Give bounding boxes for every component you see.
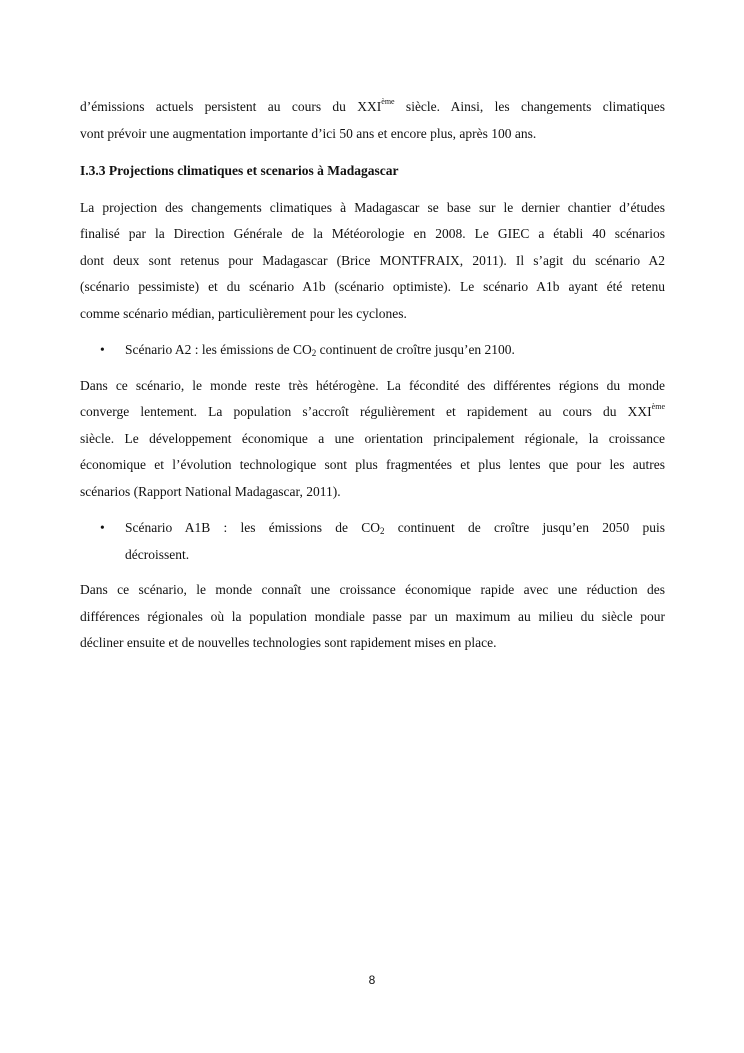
text-run: d’émissions actuels persistent au cours du XXI	[80, 99, 382, 114]
paragraph-line: finalisé par la Direction Générale de la Météorologie en 2008. Le GIEC a établi 40 scénarios	[80, 226, 665, 241]
bullet-line: décroissent.	[125, 546, 190, 562]
bullet-item-a2	[80, 337, 665, 364]
superscript: ème	[381, 97, 395, 106]
paragraph-line: (scénario pessimiste) et du scénario A1b (scénario optimiste). Le scénario A1b ayant été retenu	[80, 279, 665, 294]
paragraph-scenario-a2	[80, 373, 665, 506]
bullet-item-a1b	[80, 515, 665, 568]
text-run: siècle. Ainsi, les changements climatiques	[394, 99, 665, 114]
paragraph-line: différences régionales où la population mondiale passe par un maximum au milieu du siècle pour	[80, 608, 665, 624]
paragraph-line: économique et l’évolution technologique sont plus fragmentées et plus lentes que pour les autres	[80, 457, 665, 472]
paragraph-line: scénarios (Rapport National Madagascar, 2011).	[80, 483, 341, 499]
bullet-line	[125, 515, 665, 542]
text-run: Scénario A1B : les émissions de CO	[125, 520, 381, 535]
paragraph-intro-line-1	[80, 94, 665, 121]
text-run: continuent de croître jusqu’en 2100.	[316, 342, 515, 357]
text-run: continuent de croître jusqu’en 2050 puis	[384, 520, 665, 535]
superscript: ème	[651, 402, 665, 411]
paragraph-scenario-a1b	[80, 577, 665, 657]
paragraph-projection	[80, 195, 665, 328]
text-run: converge lentement. La population s’accroît régulièrement et rapidement au cours du XXI	[80, 404, 652, 419]
paragraph-intro-line-2: vont prévoir une augmentation importante d’ici 50 ans et encore plus, après 100 ans.	[80, 125, 537, 141]
paragraph-line	[80, 399, 665, 426]
paragraph-line: Dans ce scénario, le monde reste très hétérogène. La fécondité des différentes régions du monde	[80, 377, 665, 393]
text-run: Scénario A2 : les émissions de CO	[125, 342, 312, 357]
paragraph-line: La projection des changements climatiques à Madagascar se base sur le dernier chantier d’études	[80, 199, 665, 215]
bullet-icon: •	[100, 342, 105, 357]
paragraph-line: décliner ensuite et de nouvelles technologies sont rapidement mises en place.	[80, 635, 497, 650]
paragraph-line: dont deux sont retenus pour Madagascar (Brice MONTFRAIX, 2011). Il s’agit du scénario A2	[80, 252, 665, 268]
page-number: 8	[368, 973, 376, 987]
subscript: 2	[311, 348, 317, 358]
paragraph-intro	[80, 94, 665, 147]
document-page	[80, 94, 665, 657]
subscript: 2	[380, 526, 385, 536]
paragraph-line: siècle. Le développement économique a une orientation principalement régionale, la croissance	[80, 430, 665, 446]
section-heading: I.3.3 Projections climatiques et scenarios à Madagascar	[80, 163, 399, 178]
paragraph-line: comme scénario médian, particulièrement pour les cyclones.	[80, 305, 407, 321]
bullet-icon: •	[100, 520, 105, 535]
paragraph-line: Dans ce scénario, le monde connaît une croissance économique rapide avec une réduction des	[80, 582, 665, 597]
